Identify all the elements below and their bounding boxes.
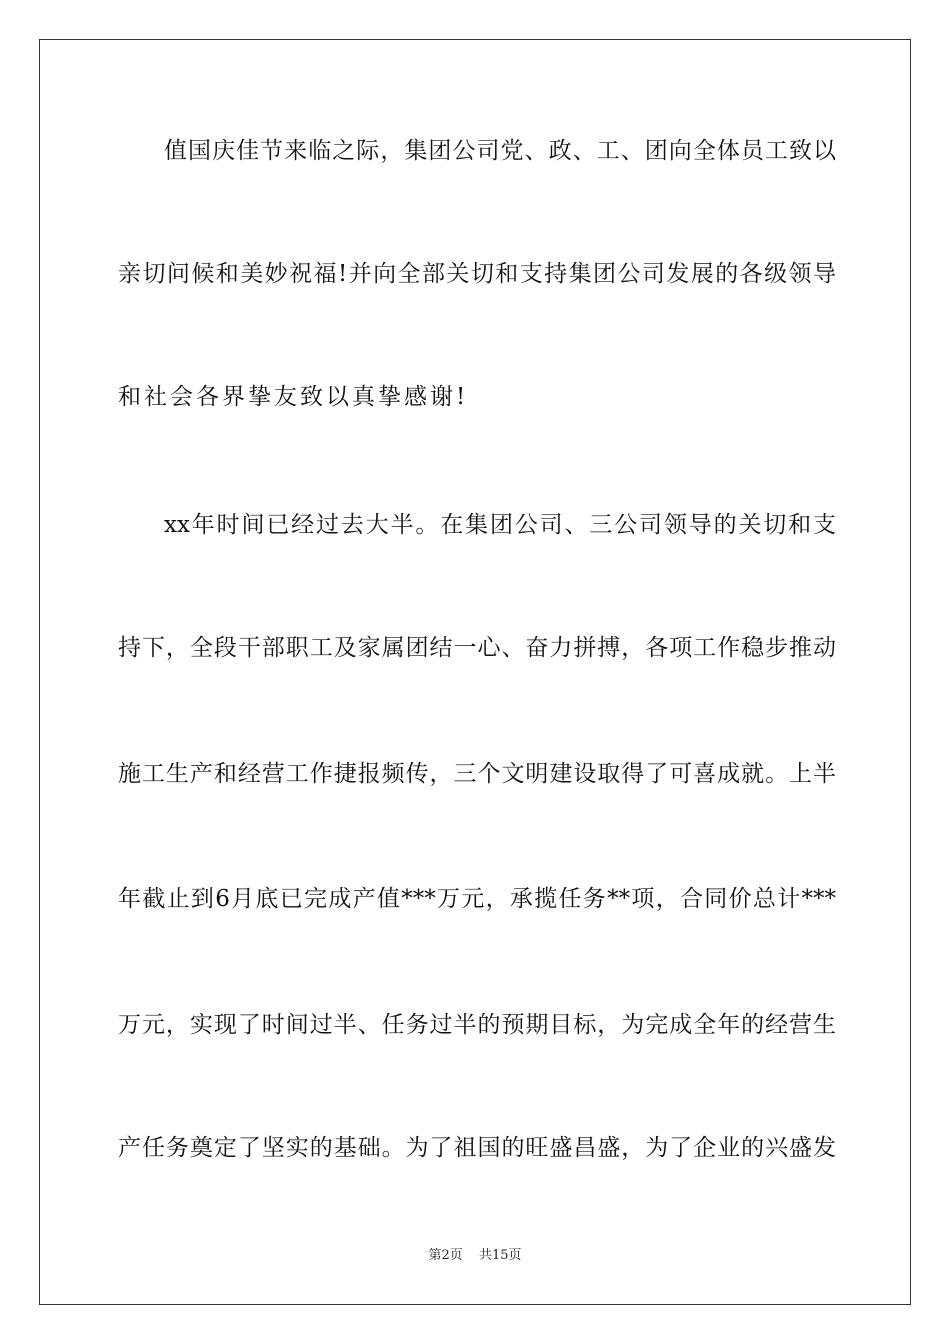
- text-line-4: xx年时间已经过去大半。在集团公司、三公司领导的关切和支: [164, 512, 836, 538]
- text-line-5: 持下，全段干部职工及家属团结一心、奋力拼搏，各项工作稳步推动: [118, 635, 836, 661]
- page-number: 第2页: [428, 1248, 463, 1263]
- page-footer: [0, 1247, 950, 1265]
- text-line-2: 亲切问候和美妙祝福!并向全部关切和支持集团公司发展的各级领导: [118, 261, 836, 287]
- text-line-1: 值国庆佳节来临之际，集团公司党、政、工、团向全体员工致以: [164, 138, 836, 164]
- text-line-9: 产任务奠定了坚实的基础。为了祖国的旺盛昌盛，为了企业的兴盛发: [118, 1135, 836, 1161]
- text-line-8: 万元，实现了时间过半、任务过半的预期目标，为完成全年的经营生: [118, 1012, 836, 1038]
- text-line-6: 施工生产和经营工作捷报频传，三个文明建设取得了可喜成就。上半: [118, 761, 836, 787]
- page-total: 共15页: [478, 1248, 522, 1263]
- text-line-7: 年截止到6月底已完成产值***万元，承揽任务**项，合同价总计***: [118, 886, 836, 912]
- page-border: [39, 39, 911, 1305]
- text-line-3: 和社会各界挚友致以真挚感谢!: [118, 384, 469, 410]
